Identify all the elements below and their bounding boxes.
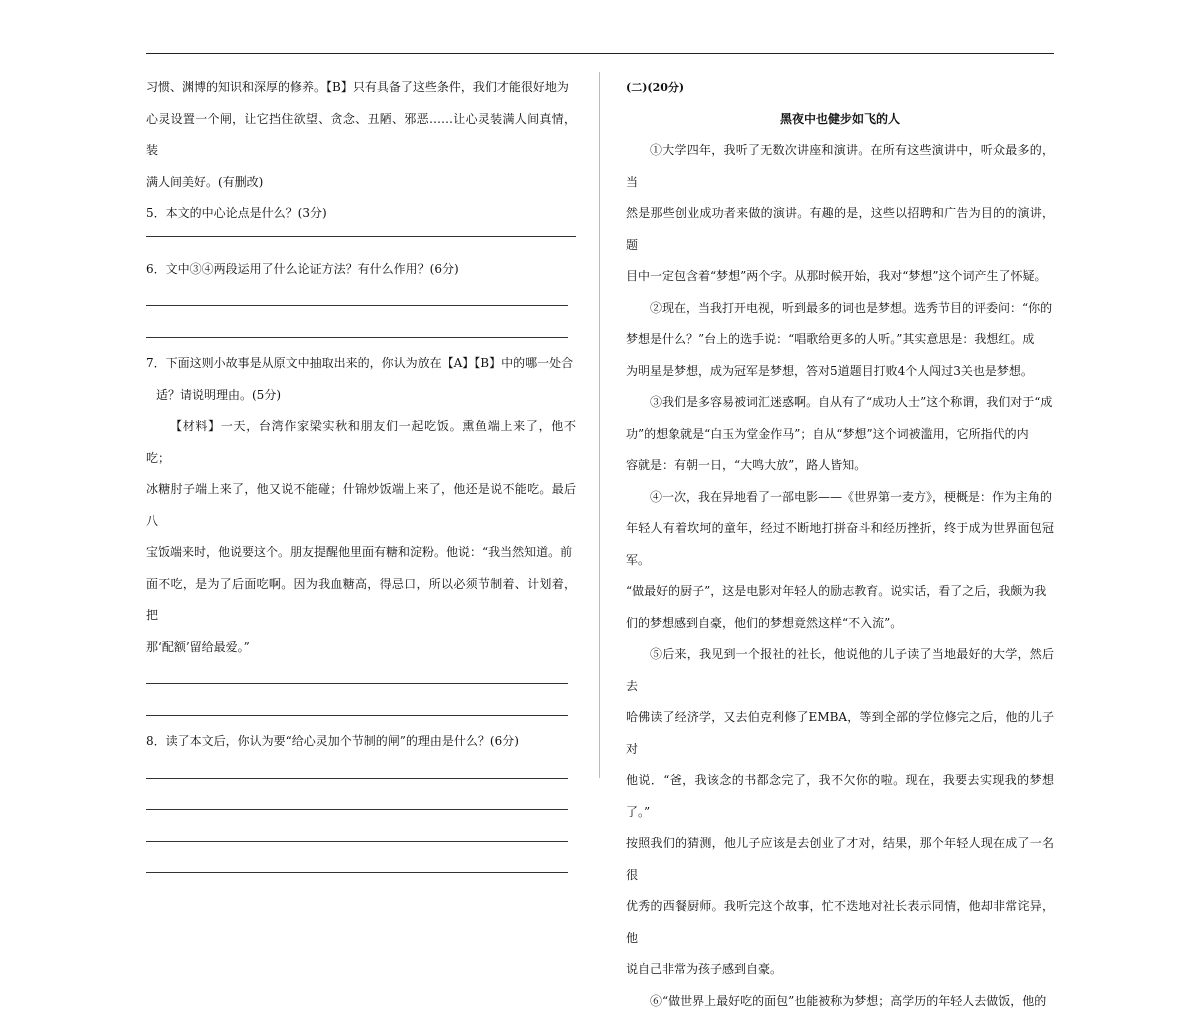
material-line: 面不吃，是为了后面吃啊。因为我血糖高，得忌口，所以必须节制着、计划着，把 xyxy=(146,569,576,632)
answer-line-q8-2[interactable] xyxy=(146,789,576,821)
passage-line: 他说．“爸，我该念的书都念完了，我不欠你的啦。现在，我要去实现我的梦想了。” xyxy=(626,765,1054,828)
passage-line: ③我们是多容易被词汇迷惑啊。自从有了“成功人士”这个称谓，我们对于“成 xyxy=(626,387,1054,419)
answer-line-q6-1[interactable] xyxy=(146,285,576,317)
question-6: 6．文中③④两段运用了什么论证方法？有什么作用？(6分) xyxy=(146,254,576,286)
passage-line: ⑥“做世界上最好吃的面包”也能被称为梦想；高学历的年轻人去做饭，他的 xyxy=(626,986,1054,1017)
answer-line-q7-1[interactable] xyxy=(146,663,576,695)
answer-line-q8-3[interactable] xyxy=(146,821,576,853)
passage-line: 习惯、渊博的知识和深厚的修养。【B】只有具备了这些条件，我们才能很好地为 xyxy=(146,72,576,104)
passage-line: 梦想是什么？”台上的选手说：“唱歌给更多的人听。”其实意思是：我想红。成 xyxy=(626,324,1054,356)
passage-line: ②现在，当我打开电视，听到最多的词也是梦想。选秀节目的评委问：“你的 xyxy=(626,293,1054,325)
left-column xyxy=(146,72,576,884)
passage-line: ①大学四年，我听了无数次讲座和演讲。在所有这些演讲中，听众最多的，当 xyxy=(626,135,1054,198)
passage-line: 心灵设置一个闸，让它挡住欲望、贪念、丑陋、邪恶……让心灵装满人间真情，装 xyxy=(146,104,576,167)
material-line: 冰糖肘子端上来了，他又说不能碰；什锦炒饭端上来了，他还是说不能吃。最后八 xyxy=(146,474,576,537)
material-line: 宝饭端来时，他说要这个。朋友提醒他里面有糖和淀粉。他说：“我当然知道。前 xyxy=(146,537,576,569)
answer-line-q8-4[interactable] xyxy=(146,852,576,884)
passage-line: 说自己非常为孩子感到自豪。 xyxy=(626,954,1054,986)
answer-line-q8-1[interactable] xyxy=(146,758,576,790)
passage-line: 按照我们的猜测，他儿子应该是去创业了才对，结果，那个年轻人现在成了一名很 xyxy=(626,828,1054,891)
passage-line: 满人间美好。(有删改) xyxy=(146,167,576,199)
material-line: 那‘配额’留给最爱。” xyxy=(146,632,576,664)
passage-line: 们的梦想感到自豪，他们的梦想竟然这样“不入流”。 xyxy=(626,608,1054,640)
passage-line: ⑤后来，我见到一个报社的社长，他说他的儿子读了当地最好的大学，然后去 xyxy=(626,639,1054,702)
passage-line: 功”的想象就是“白玉为堂金作马”；自从“梦想”这个词被滥用，它所指代的内 xyxy=(626,419,1054,451)
passage-line: 然是那些创业成功者来做的演讲。有趣的是，这些以招聘和广告为目的的演讲，题 xyxy=(626,198,1054,261)
passage-line: 目中一定包含着“梦想”两个字。从那时候开始，我对“梦想”这个词产生了怀疑。 xyxy=(626,261,1054,293)
question-7-line2: 适？请说明理由。(5分) xyxy=(146,380,576,412)
section-header: (二)(20分) xyxy=(626,72,1054,104)
passage-line: 容就是：有朝一日，“大鸣大放”，路人皆知。 xyxy=(626,450,1054,482)
passage-line: “做最好的厨子”，这是电影对年轻人的励志教育。说实话，看了之后，我颇为我 xyxy=(626,576,1054,608)
passage-line: 优秀的西餐厨师。我听完这个故事，忙不迭地对社长表示同情，他却非常诧异，他 xyxy=(626,891,1054,954)
passage-line: 为明星是梦想，成为冠军是梦想，答对5道题目打败4个人闯过3关也是梦想。 xyxy=(626,356,1054,388)
answer-line-q6-2[interactable] xyxy=(146,317,576,349)
passage-line: 年轻人有着坎坷的童年，经过不断地打拼奋斗和经历挫折，终于成为世界面包冠军。 xyxy=(626,513,1054,576)
material-line: 【材料】一天，台湾作家梁实秋和朋友们一起吃饭。熏鱼端上来了，他不吃； xyxy=(146,411,576,474)
passage-line: ④一次，我在异地看了一部电影——《世界第一麦方》，梗概是：作为主角的 xyxy=(626,482,1054,514)
answer-line-q7-2[interactable] xyxy=(146,695,576,727)
header-rule xyxy=(146,53,1054,54)
right-column xyxy=(626,72,1054,1017)
question-5: 5．本文的中心论点是什么？(3分) xyxy=(146,198,576,230)
passage-line: 哈佛读了经济学，又去伯克利修了EMBA，等到全部的学位修完之后，他的儿子对 xyxy=(626,702,1054,765)
column-divider xyxy=(599,72,600,778)
passage-title: 黑夜中也健步如飞的人 xyxy=(626,104,1054,136)
answer-line-q5[interactable] xyxy=(146,230,576,246)
question-8: 8．读了本文后，你认为要“给心灵加个节制的闸”的理由是什么？(6分) xyxy=(146,726,576,758)
question-7-line1: 7．下面这则小故事是从原文中抽取出来的，你认为放在【A】【B】中的哪一处合 xyxy=(146,348,576,380)
